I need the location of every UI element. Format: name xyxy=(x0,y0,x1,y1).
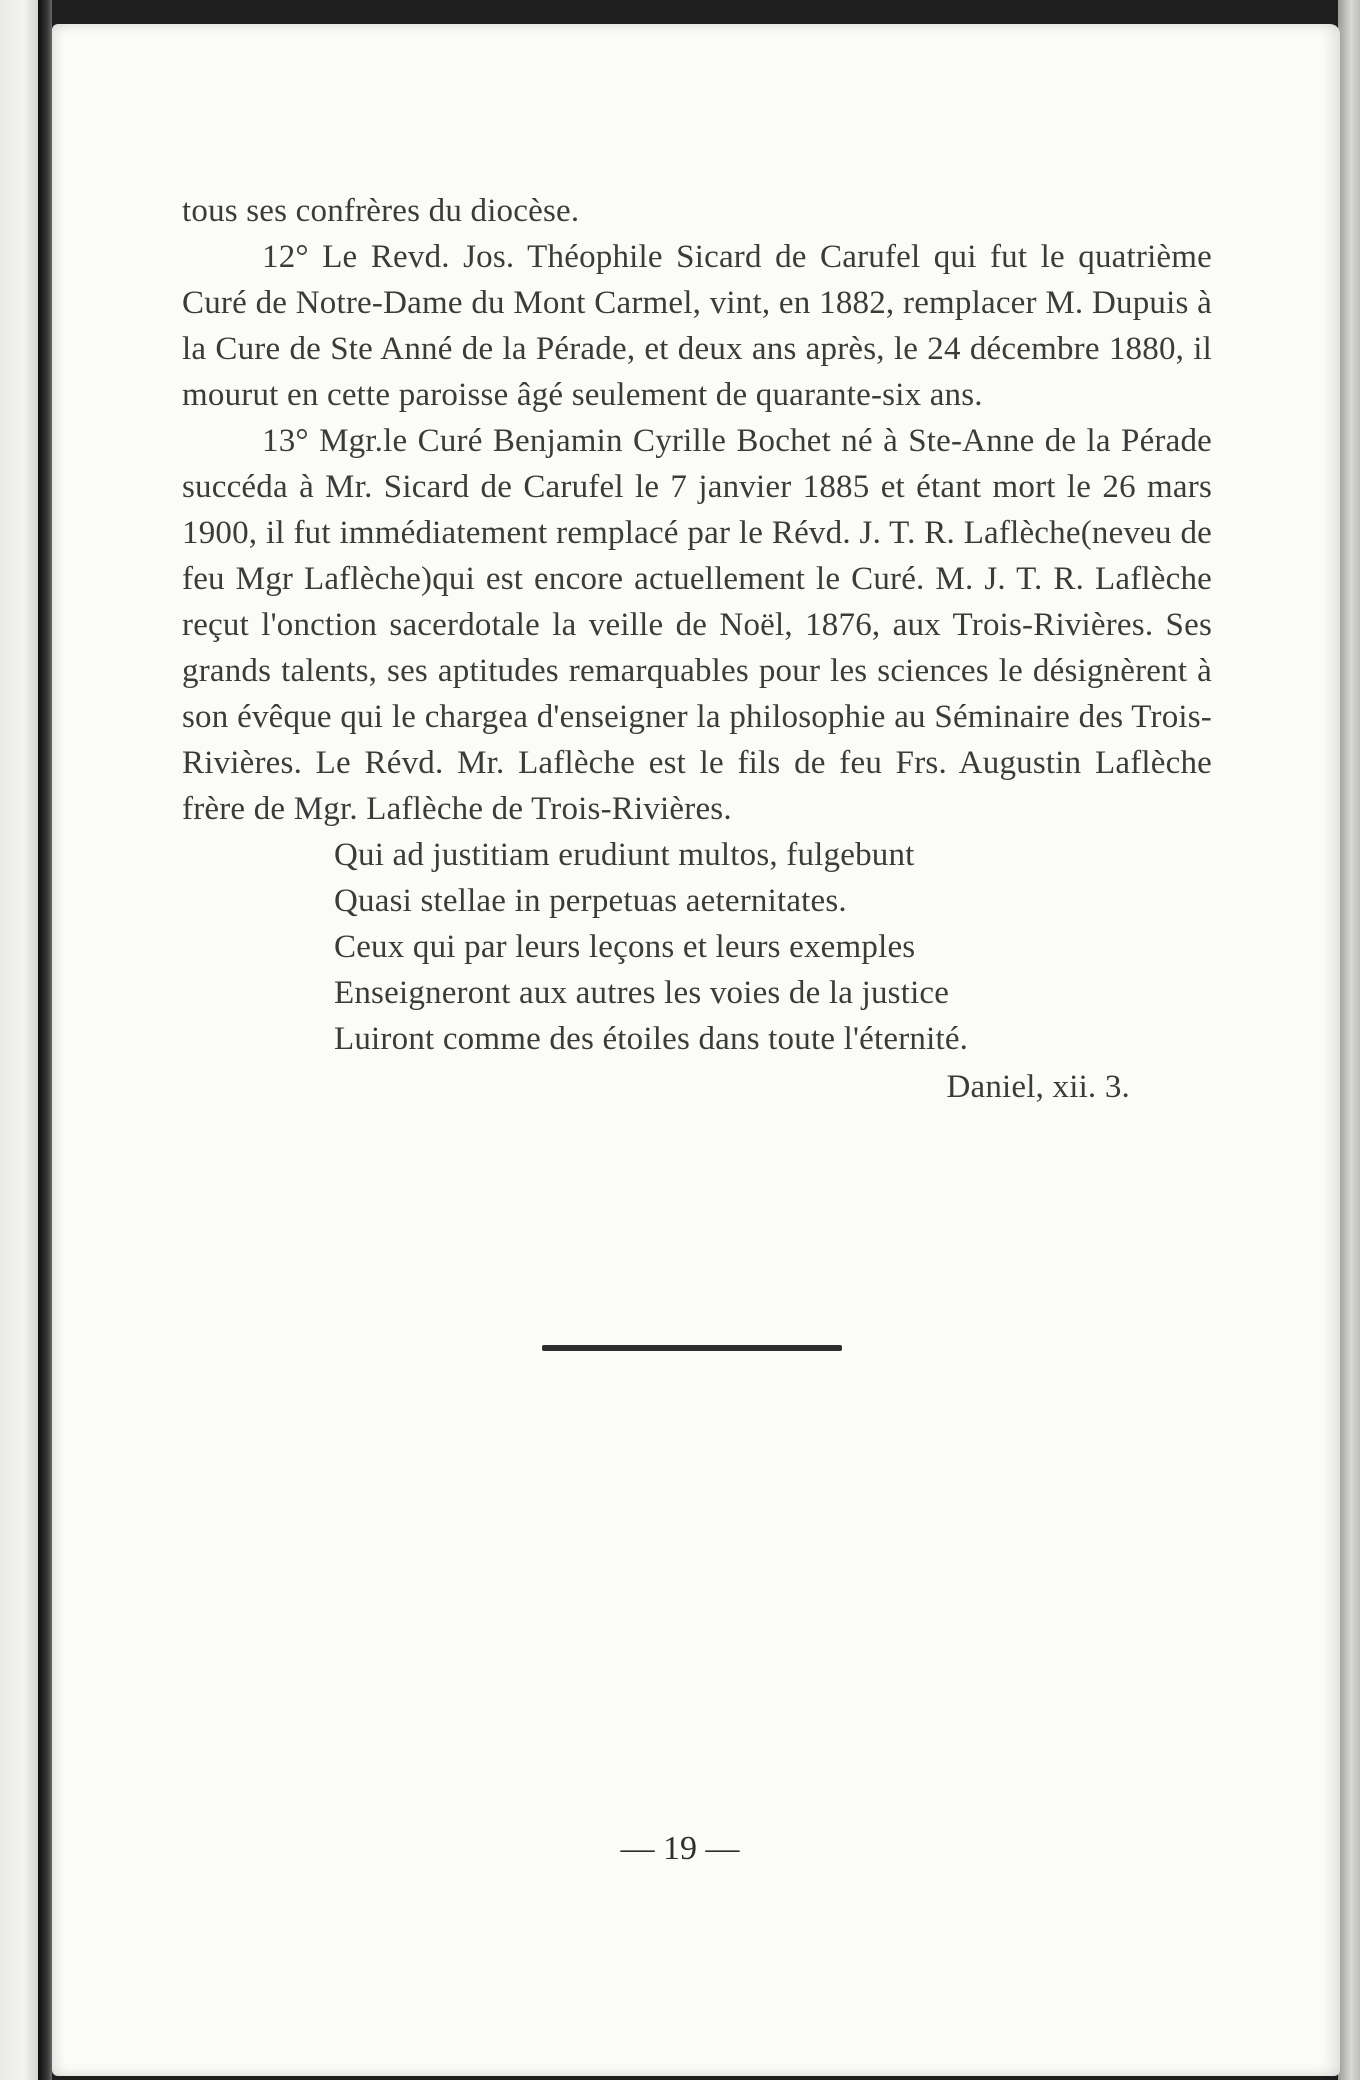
verse-line: Quasi stellae in perpetuas aeternitates. xyxy=(334,883,847,919)
verse-line: Enseigneront aux autres les voies de la justice xyxy=(334,975,950,1011)
paragraph-continuation: tous ses confrères du diocèse. xyxy=(182,193,580,229)
section-divider xyxy=(542,1345,842,1351)
body-text xyxy=(182,188,1212,1110)
left-page-edge xyxy=(0,0,40,2080)
verse-line: Ceux qui par leurs leçons et leurs exemples xyxy=(334,929,916,965)
paragraph-12: 12° Le Revd. Jos. Théophile Sicard de Carufel qui fut le quatrième Curé de Notre-Dame du Mont Carmel, vint, en 1882, remplacer M. Dupuis à la Cure de Ste Anné de la Pérade, et deux ans après, le 24 décembre 1880, il mourut en cette paroisse âgé seulement de quarante-six ans. xyxy=(182,239,1212,413)
page-number: — 19 — xyxy=(620,1830,740,1867)
paragraph-13: 13° Mgr.le Curé Benjamin Cyrille Bochet né à Ste-Anne de la Pérade succéda à Mr. Sicard de Carufel le 7 janvier 1885 et étant mort le 26 mars 1900, il fut immédiatement remplacé par le Révd. J. T. R. Laflèche(neveu de feu Mgr Laflèche)qui est encore actuellement le Curé. M. J. T. R. Laflèche reçut l'onction sacerdotale la veille de Noël, 1876, aux Trois-Rivières. Ses grands talents, ses aptitudes remarquables pour les sciences le désignèrent à son évêque qui le chargea d'enseigner la philosophie au Séminaire des Trois-Rivières. Le Révd. Mr. Laflèche est le fils de feu Frs. Augustin Laflèche frère de Mgr. Laflèche de Trois-Rivières. xyxy=(182,423,1212,827)
verse-line: Qui ad justitiam erudiunt multos, fulgebunt xyxy=(334,837,915,873)
book-gutter xyxy=(38,0,52,2080)
verse-quote xyxy=(182,832,1212,1062)
right-page-edge xyxy=(1338,0,1360,2080)
verse-citation: Daniel, xii. 3. xyxy=(946,1069,1130,1105)
verse-line: Luiront comme des étoiles dans toute l'éternité. xyxy=(334,1021,969,1057)
